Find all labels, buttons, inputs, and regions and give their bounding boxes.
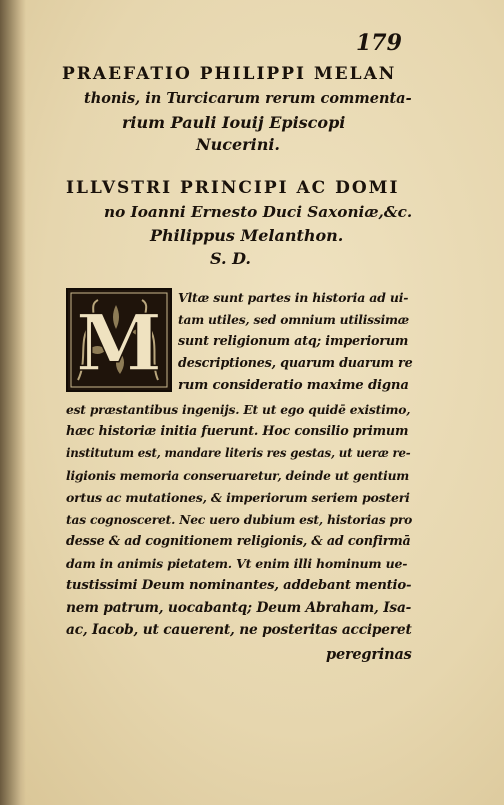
page-number: 179 [356, 30, 402, 56]
body-line-16: ac, Iacob, ut cauerent, ne posteritas acciperet [66, 622, 412, 638]
body-line-6: est præstantibus ingenijs. Et ut ego quidē existimo, [66, 402, 411, 417]
body-line-12: desse & ad cognitionem religionis, & ad confirmā [66, 534, 411, 549]
svg-text:M: M [75, 298, 163, 389]
header-line-4: Nucerini. [196, 135, 280, 154]
dedication-line-2: no Ioanni Ernesto Duci Saxoniæ,&c. [104, 203, 413, 221]
header-line-2: thonis, in Turcicarum rerum commenta- [84, 90, 412, 107]
book-gutter [0, 0, 26, 805]
body-line-8: institutum est, mandare literis res gestas, ut ueræ re- [66, 446, 411, 460]
body-line-2: tam utiles, sed omnium utilissimæ [178, 312, 410, 327]
catchword: peregrinas [326, 646, 412, 663]
header-line-3: rium Pauli Iouij Episcopi [122, 113, 346, 132]
dedication-line-3: Philippus Melanthon. [150, 226, 344, 245]
body-line-7: hæc historiæ initia fuerunt. Hoc consilio primum [66, 424, 409, 439]
body-line-13: dam in animis pietatem. Vt enim illi hominum ue- [66, 556, 408, 571]
body-line-1: Vltæ sunt partes in historia ad ui- [178, 290, 409, 305]
body-line-14: tustissimi Deum nominantes, addebant mentio- [66, 578, 412, 593]
dedication-line-1: ILLVSTRI PRINCIPI AC DOMI [66, 178, 400, 198]
body-line-9: ligionis memoria conseruaretur, deinde ut gentium [66, 468, 410, 483]
body-line-15: nem patrum, uocabantq; Deum Abraham, Isa- [66, 600, 412, 616]
body-line-4: descriptiones, quarum duarum re [178, 356, 413, 371]
body-line-3: sunt religionum atq; imperiorum [178, 334, 409, 349]
decorated-initial-m [66, 288, 172, 392]
dedication-line-4: S. D. [210, 249, 251, 268]
ornament-foliage-icon [68, 290, 170, 390]
body-line-5: rum consideratio maxime digna [178, 378, 409, 393]
body-line-11: tas cognosceret. Nec uero dubium est, historias pro [66, 512, 413, 527]
body-line-10: ortus ac mutationes, & imperiorum seriem posteri [66, 490, 410, 505]
header-line-1: PRAEFATIO PHILIPPI MELAN [62, 64, 397, 84]
